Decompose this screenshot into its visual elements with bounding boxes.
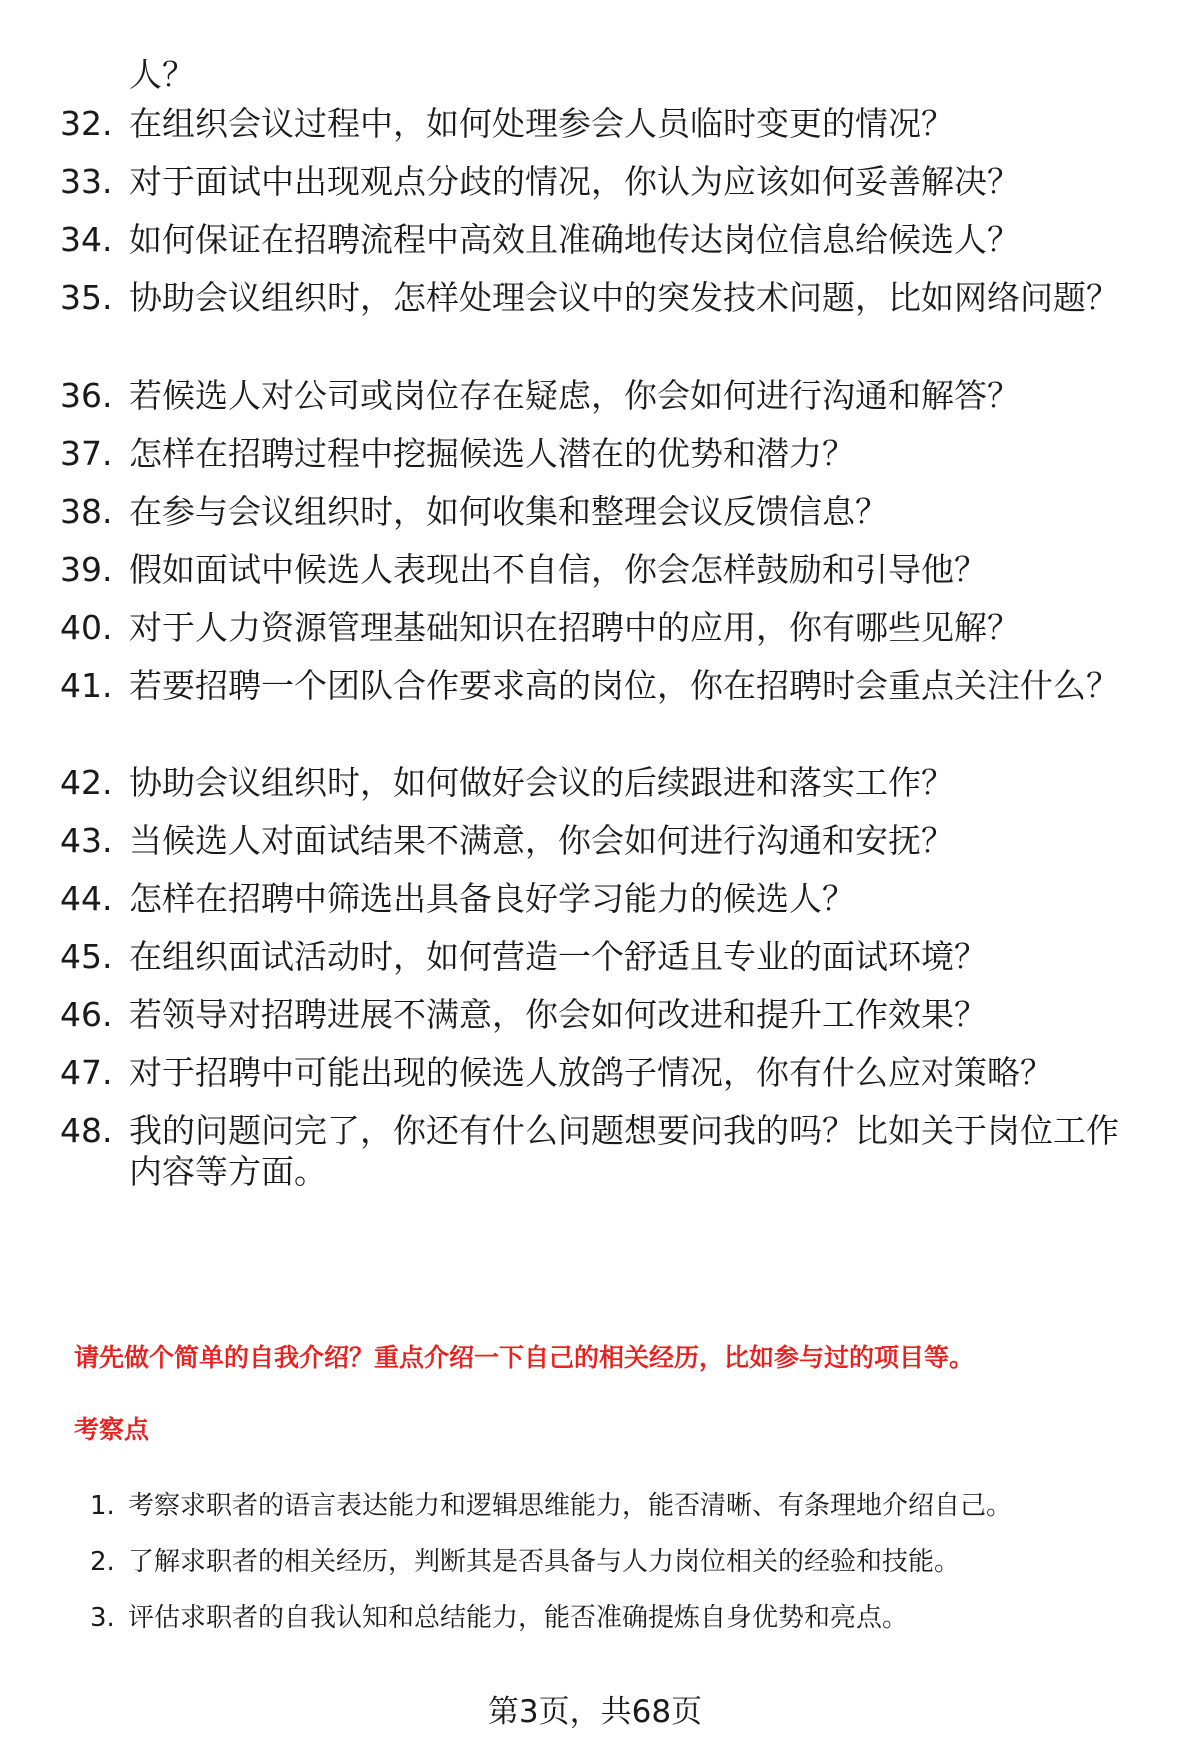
item-text: 在组织面试活动时，如何营造一个舒适且专业的面试环境？ bbox=[129, 937, 987, 976]
item-number: 35. bbox=[60, 278, 113, 317]
item-number: 48. bbox=[60, 1111, 113, 1150]
item-text: 怎样在招聘中筛选出具备良好学习能力的候选人？ bbox=[129, 879, 855, 918]
item-text: 对于面试中出现观点分歧的情况，你认为应该如何妥善解决？ bbox=[129, 162, 1020, 201]
item-number: 45. bbox=[60, 937, 113, 976]
point-item bbox=[90, 1545, 960, 1579]
item-number: 41. bbox=[60, 666, 113, 705]
item-number: 46. bbox=[60, 995, 113, 1034]
item-number: 40. bbox=[60, 608, 113, 647]
item-text: 如何保证在招聘流程中高效且准确地传达岗位信息给候选人？ bbox=[129, 220, 1020, 259]
point-text: 考察求职者的语言表达能力和逻辑思维能力，能否清晰、有条理地介绍自己。 bbox=[128, 1491, 1013, 1521]
item-text: 对于招聘中可能出现的候选人放鸽子情况，你有什么应对策略？ bbox=[129, 1053, 1053, 1092]
item-text: 协助会议组织时，如何做好会议的后续跟进和落实工作？ bbox=[129, 763, 954, 802]
point-text: 评估求职者的自我认知和总结能力，能否准确提炼自身优势和亮点。 bbox=[128, 1603, 909, 1633]
item-text: 若候选人对公司或岗位存在疑虑，你会如何进行沟通和解答？ bbox=[129, 376, 1020, 415]
continuation-text: 人？ bbox=[129, 55, 195, 94]
item-number: 37. bbox=[60, 434, 113, 473]
item-number: 47. bbox=[60, 1053, 113, 1092]
point-number: 1. bbox=[90, 1491, 115, 1521]
item-number: 43. bbox=[60, 821, 113, 860]
item-number: 32. bbox=[60, 104, 113, 143]
point-item bbox=[90, 1601, 908, 1635]
item-text: 怎样在招聘过程中挖掘候选人潜在的优势和潜力？ bbox=[129, 434, 855, 473]
point-item bbox=[90, 1489, 1012, 1523]
item-text: 若领导对招聘进展不满意，你会如何改进和提升工作效果？ bbox=[129, 995, 987, 1034]
item-text: 在参与会议组织时，如何收集和整理会议反馈信息？ bbox=[129, 492, 888, 531]
item-text: 协助会议组织时，怎样处理会议中的突发技术问题，比如网络问题？ bbox=[129, 278, 1119, 317]
item-text: 假如面试中候选人表现出不自信，你会怎样鼓励和引导他？ bbox=[129, 550, 987, 589]
page-footer: 第3页，共68页 bbox=[487, 1694, 703, 1730]
item-text: 我的问题问完了，你还有什么问题想要问我的吗？比如关于岗位工作内容等方面。 bbox=[129, 1111, 1119, 1191]
item-number: 33. bbox=[60, 162, 113, 201]
item-text: 若要招聘一个团队合作要求高的岗位，你在招聘时会重点关注什么？ bbox=[129, 666, 1119, 705]
item-text: 当候选人对面试结果不满意，你会如何进行沟通和安抚？ bbox=[129, 821, 954, 860]
item-number: 34. bbox=[60, 220, 113, 259]
item-number: 42. bbox=[60, 763, 113, 802]
point-number: 3. bbox=[90, 1603, 115, 1633]
item-number: 36. bbox=[60, 376, 113, 415]
item-number: 38. bbox=[60, 492, 113, 531]
item-number: 39. bbox=[60, 550, 113, 589]
item-text: 对于人力资源管理基础知识在招聘中的应用，你有哪些见解？ bbox=[129, 608, 1020, 647]
point-text: 了解求职者的相关经历，判断其是否具备与人力岗位相关的经验和技能。 bbox=[128, 1547, 961, 1577]
point-number: 2. bbox=[90, 1547, 115, 1577]
section-question: 请先做个简单的自我介绍？重点介绍一下自己的相关经历，比如参与过的项目等。 bbox=[74, 1343, 975, 1372]
item-number: 44. bbox=[60, 879, 113, 918]
section-heading: 考察点 bbox=[74, 1415, 150, 1444]
item-text: 在组织会议过程中，如何处理参会人员临时变更的情况？ bbox=[129, 104, 954, 143]
